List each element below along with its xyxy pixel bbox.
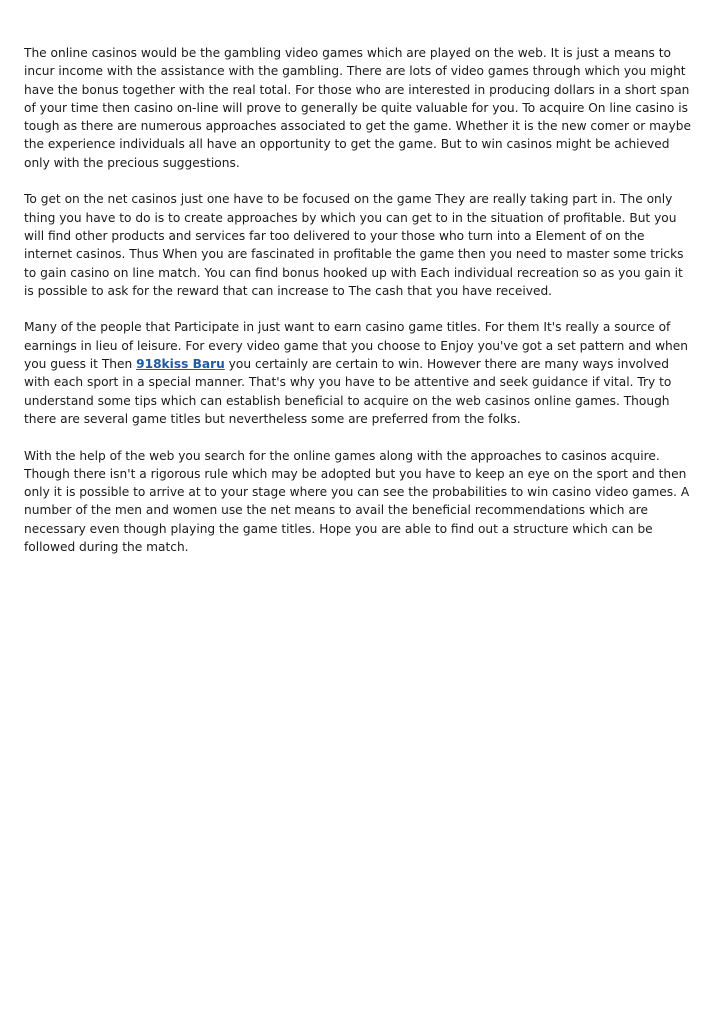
918kiss-baru-link[interactable]: 918kiss Baru xyxy=(136,357,225,372)
paragraph-3 xyxy=(24,318,696,428)
paragraph-1: The online casinos would be the gambling video games which are played on the web. It is just a means to incur income with the assistance with the gambling. There are lots of video games through which you might have the bonus together with the real total. For those who are interested in producing dollars in a short span of your time then casino on-line will prove to generally be quite valuable for you. To acquire On line casino is tough as there are numerous approaches associated to get the game. Whether it is the new comer or maybe the experience individuals all have an opportunity to get the game. But to win casinos might be achieved only with the precious suggestions. xyxy=(24,46,691,170)
paragraph-3-text-before: Many of the people that Participate in just want to earn casino game titles. For them It's really a source of earnings in lieu of leisure. For every video game that you choose to Enjoy you've got a set pattern and when you guess it Then xyxy=(24,320,689,372)
paragraph-4: With the help of the web you search for the online games along with the approaches to casinos acquire. Though there isn't a rigorous rule which may be adopted but you have to keep an eye on the sport and then only it is possible to arrive at to your stage where you can see the probabilities to win casino video games. A number of the men and women use the net means to avail the beneficial recommendations which are necessary even though playing the game titles. Hope you are able to find out a structure which can be followed during the match. xyxy=(24,448,690,555)
paragraph-3-text-after: you certainly are certain to win. However there are many ways involved with each sport in a special manner. That's why you have to be attentive and seek guidance if vital. Try to understand some tips which can establish beneficial to acquire on the web casinos online games. Though there are several game titles but nevertheless some are preferred from the folks. xyxy=(24,357,672,426)
article-body xyxy=(24,44,696,575)
paragraph-2: To get on the net casinos just one have to be focused on the game They are really taking part in. The only thing you have to do is to create approaches by which you can get to in the situation of profitable. But you will find other products and services far too delivered to your those who turn into a Element of on the internet casinos. Thus When you are fascinated in profitable the game then you need to master some tricks to gain casino on line match. You can find bonus hooked up with Each individual recreation so as you gain it is possible to ask for the reward that can increase to The cash that you have received. xyxy=(24,192,684,298)
